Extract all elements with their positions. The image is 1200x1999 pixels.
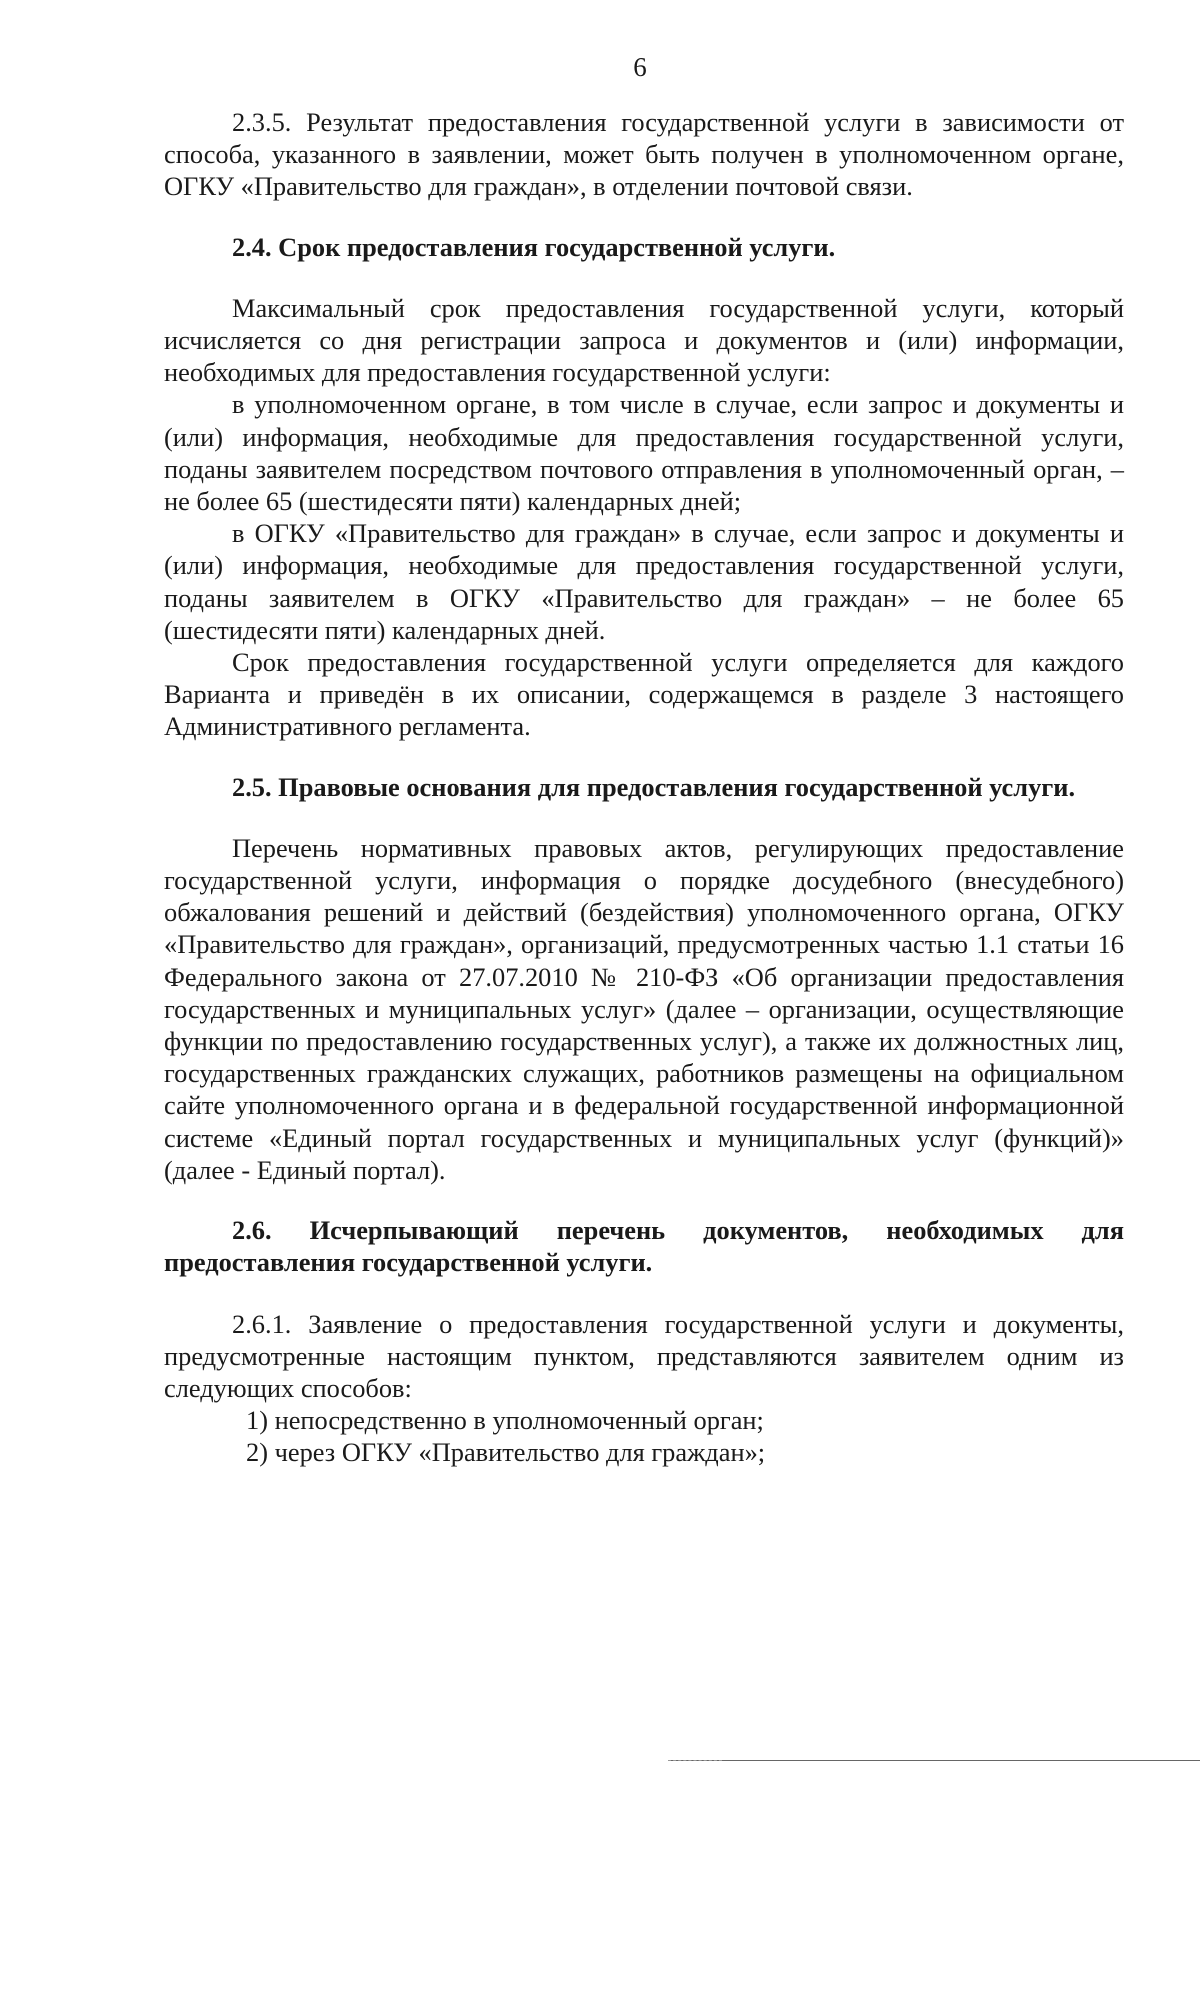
page-edge-dash xyxy=(668,1760,722,1761)
section-heading-2-5: 2.5. Правовые основания для предоставления государственной услуги. xyxy=(232,771,1076,802)
paragraph-2-3-5: 2.3.5. Результат предоставления государственной услуги в зависимости от способа, указанного в заявлении, может быть получен в уполномоченном органе, ОГКУ «Правительство для граждан», в отделении почтовой связи. xyxy=(164,107,1124,202)
list-item-2: 2) через ОГКУ «Правительство для граждан»; xyxy=(246,1437,766,1468)
paragraph-2-4-ogku: в ОГКУ «Правительство для граждан» в случае, если запрос и документы и (или) информация, необходимые для предоставления государственной услуги, поданы заявителем в ОГКУ «Правительство для граждан» – не более 65 (шестидесяти пяти) календарных дней. xyxy=(164,518,1124,645)
paragraph-2-4-term: Срок предоставления государственной услуги определяется для каждого Варианта и приведён в их описании, содержащемся в разделе 3 настоящего Административного регламента. xyxy=(164,647,1124,742)
section-heading-2-4: 2.4. Срок предоставления государственной услуги. xyxy=(232,231,836,262)
section-heading-2-6: 2.6. Исчерпывающий перечень документов, необходимых для предоставления государственной услуги. xyxy=(164,1215,1124,1278)
page-edge-line xyxy=(668,1760,1200,1761)
paragraph-2-4-intro: Максимальный срок предоставления государственной услуги, который исчисляется со дня регистрации запроса и документов и (или) информации, необходимых для предоставления государственной услуги: xyxy=(164,292,1124,388)
page-number: 6 xyxy=(633,52,647,82)
list-item-1: 1) непосредственно в уполномоченный орган; xyxy=(246,1405,764,1436)
paragraph-2-6-1: 2.6.1. Заявление о предоставления государственной услуги и документы, предусмотренные настоящим пунктом, представляются заявителем одним из следующих способов: xyxy=(164,1308,1124,1403)
paragraph-2-4-authorized-body: в уполномоченном органе, в том числе в случае, если запрос и документы и (или) информация, необходимые для предоставления государственной услуги, поданы заявителем посредством почтового отправления в уполномоченный орган, – не более 65 (шестидесяти пяти) календарных дней; xyxy=(164,389,1124,517)
document-body xyxy=(164,106,1124,1469)
paragraph-2-5: Перечень нормативных правовых актов, регулирующих предоставление государственной услуги, информация о порядке досудебного (внесудебного) обжалования решений и действий (бездействия) уполномоченного органа, ОГКУ «Правительство для граждан», организаций, предусмотренных частью 1.1 статьи 16 Федерального закона от 27.07.2010 № 210-ФЗ «Об организации предоставления государственных и муниципальных услуг» (далее – организации, осуществляющие функции по предоставлению государственных услуг), а также их должностных лиц, государственных гражданских служащих, работников размещены на официальном сайте уполномоченного органа и в федеральной государственной информационной системе «Единый портал государственных и муниципальных услуг (функций)» (далее - Единый портал). xyxy=(164,832,1124,1185)
